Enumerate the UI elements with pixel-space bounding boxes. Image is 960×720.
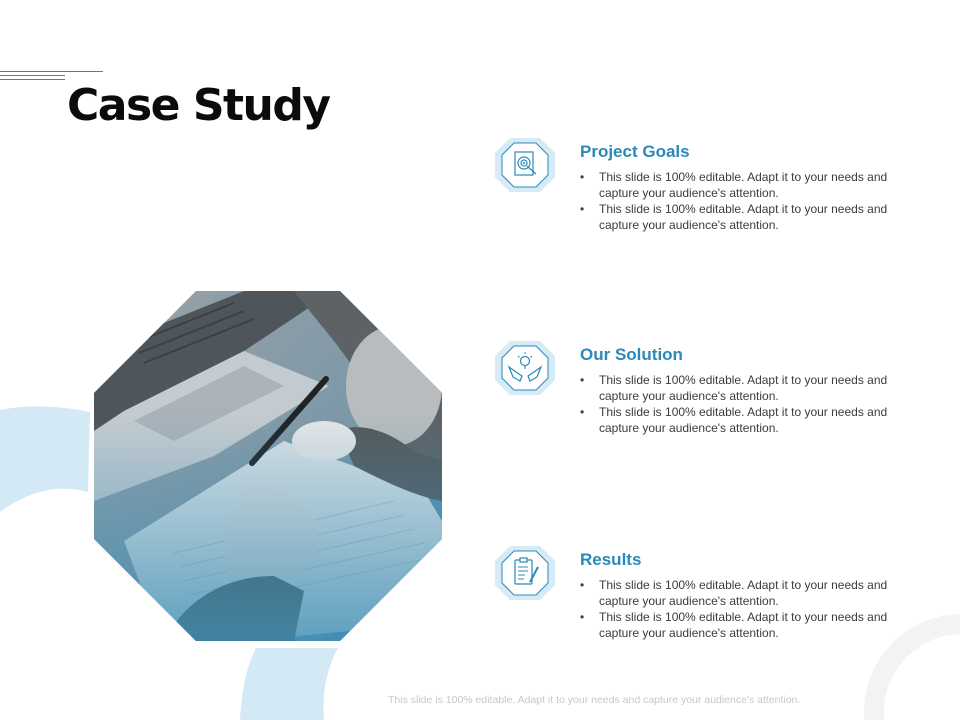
- section-title: Project Goals: [580, 142, 690, 161]
- decorative-arc-bottom: [238, 640, 348, 720]
- bullet-list: [580, 577, 899, 641]
- section-title: Results: [580, 550, 642, 569]
- bullet-item: • This slide is 100% editable. Adapt it to your needs and capture your audience's attention.: [580, 609, 899, 641]
- photo-person-writing: [94, 291, 442, 641]
- bullet-item: • This slide is 100% editable. Adapt it to your needs and capture your audience's attention.: [580, 201, 899, 233]
- footer-note: This slide is 100% editable. Adapt it to your needs and capture your audience's attention.: [388, 694, 801, 706]
- section-title: Our Solution: [580, 345, 683, 364]
- bullet-item: • This slide is 100% editable. Adapt it to your needs and capture your audience's attention.: [580, 372, 899, 404]
- bullet-item: • This slide is 100% editable. Adapt it to your needs and capture your audience's attention.: [580, 577, 899, 609]
- hands-lightbulb-icon: [494, 340, 556, 396]
- clipboard-pen-icon: [494, 545, 556, 601]
- target-document-icon: [494, 137, 556, 193]
- decorative-arc-left: [0, 400, 100, 540]
- page-title: Case Study: [67, 80, 330, 131]
- bullet-list: [580, 372, 899, 436]
- bullet-item: • This slide is 100% editable. Adapt it to your needs and capture your audience's attention.: [580, 169, 899, 201]
- bullet-item: • This slide is 100% editable. Adapt it to your needs and capture your audience's attention.: [580, 404, 899, 436]
- bullet-list: [580, 169, 899, 233]
